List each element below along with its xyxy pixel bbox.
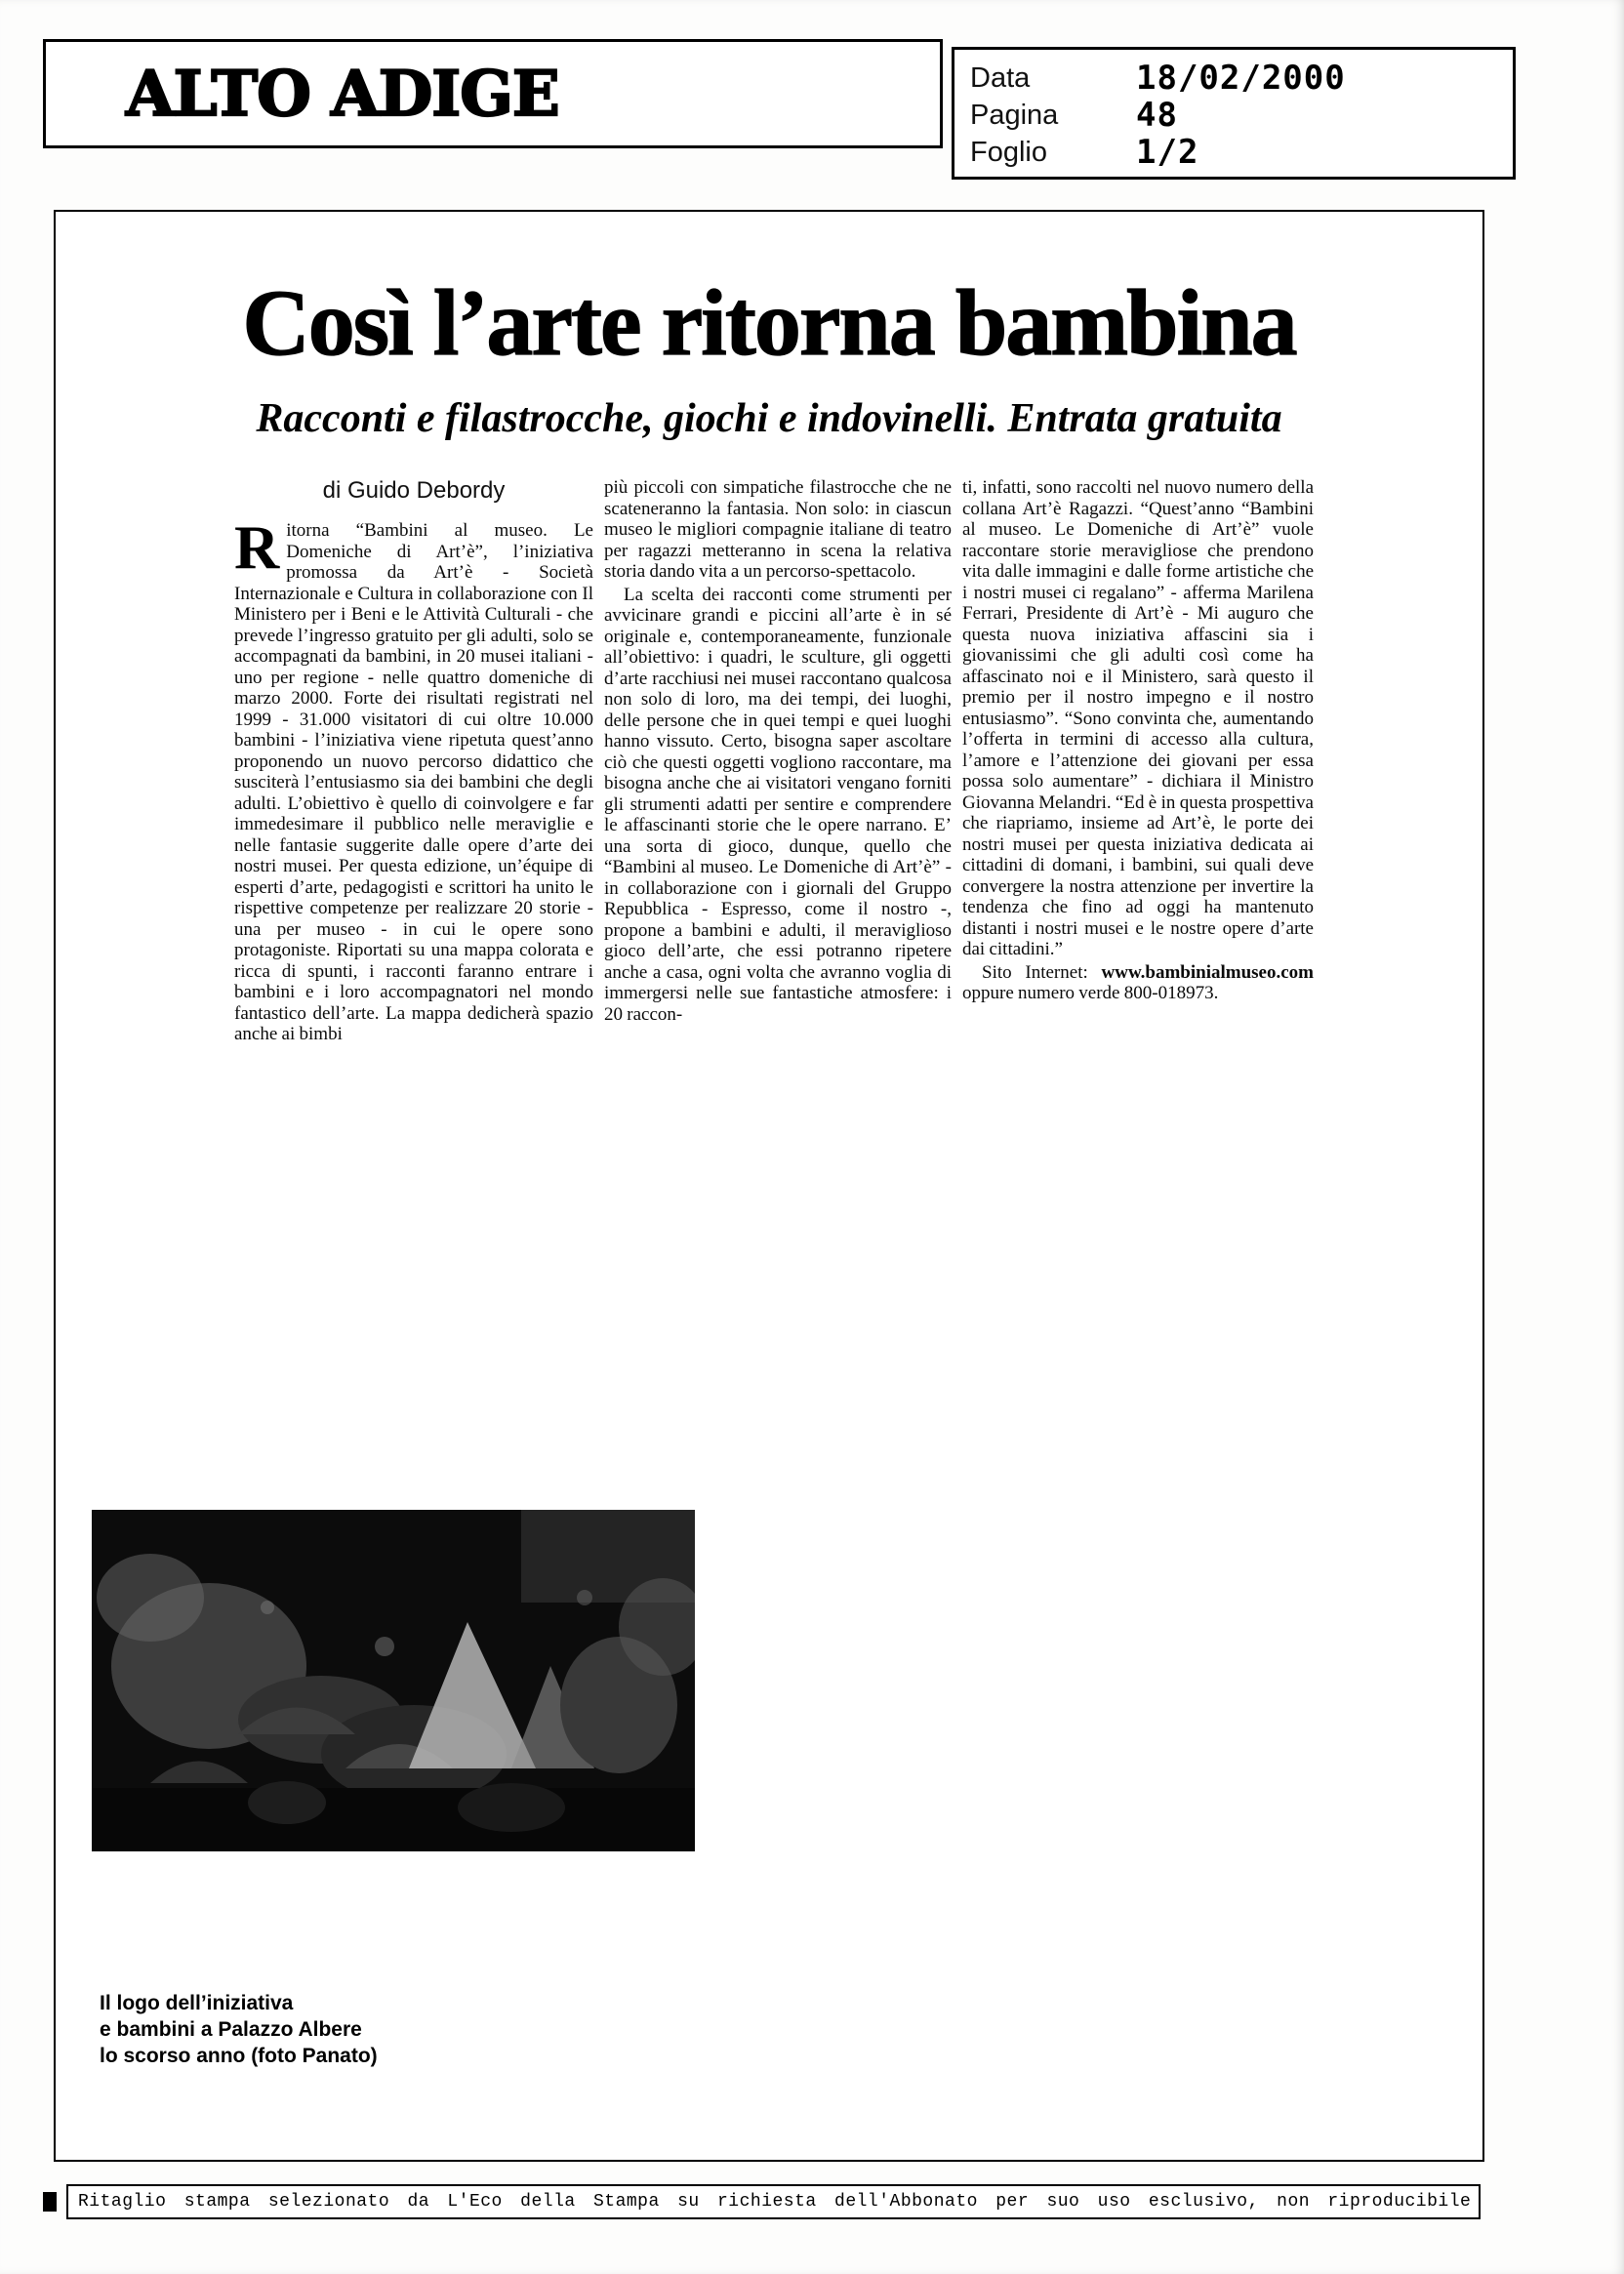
clipping-meta-box	[952, 47, 1516, 180]
caption-line: Il logo dell’iniziativa	[100, 1992, 294, 2014]
scan-artifact-mark	[43, 2192, 57, 2212]
article-column-2	[604, 477, 952, 1045]
meta-value-pagina: 48	[1136, 96, 1178, 135]
paragraph-website	[962, 962, 1314, 1004]
masthead-box	[43, 39, 943, 148]
paragraph-text: itorna “Bambini al museo. Le Domeniche di Art’è”, l’iniziativa promossa da Art’è - Società Internazionale e Cultura in collaborazione con Il Ministero per i Beni e le Attività Culturali - che prevede l’ingresso gratuito per gli adulti, solo se accompagnati da bambini, in 20 musei italiani - uno per regione - nelle quattro domeniche di marzo 2000. Forte dei risultati registrati nel 1999 - 31.000 visitatori di cui oltre 10.000 bambini - l’iniziativa viene ripetuta quest’anno proponendo un nuovo percorso didattico che susciterà l’entusiasmo sia dei bambini che degli adulti. L’obiettivo è quello di coinvolgere e far immedesimare il pubblico nelle meraviglie e nelle fantasie suggerite dalle opere d’arte dei nostri musei. Per questa edizione, un’équipe di esperti d’arte, pedagogisti e scrittori ha unito le rispettive competenze per realizzare 20 storie - una per museo - in cui le opere sono protagoniste. Riportati su una mappa colorata e ricca di spunti, i racconti faranno entrare i bambini e i loro accompagnatori nel mondo fantastico dell’arte. La mappa dedicherà spazio anche ai bimbi	[234, 520, 593, 1044]
article-body	[234, 477, 1314, 1045]
website-suffix: oppure numero verde 800-018973.	[962, 983, 1219, 1003]
clipping-service-strip	[66, 2184, 1481, 2219]
article-column-1	[234, 477, 593, 1045]
meta-label-foglio: Foglio	[970, 137, 1047, 168]
byline: di Guido Debordy	[322, 477, 506, 504]
drop-cap: R	[234, 512, 280, 582]
clipping-service-text: Ritaglio stampa selezionato da L'Eco della Stampa su richiesta dell'Abbonato per suo uso esclusivo, non riproducibile	[78, 2192, 1472, 2212]
article-frame	[54, 210, 1484, 2162]
photo-children-event	[92, 1510, 695, 1851]
caption-line: e bambini a Palazzo Albere	[100, 2018, 362, 2041]
article-column-3	[962, 477, 1314, 1045]
meta-value-data: 18/02/2000	[1136, 59, 1346, 98]
website-url: www.bambinialmuseo.com	[1101, 961, 1314, 983]
paragraph: La scelta dei racconti come strumenti per avvicinare grandi e piccini all’arte è in sé originale e, contemporaneamente, funzionale all’obiettivo: i quadri, le sculture, gli oggetti d’arte racchiusi nei musei raccontano qualcosa non solo di loro, ma dei tempi, dei luoghi, delle persone che in quei tempi e quei luoghi hanno vissuto. Certo, bisogna saper ascoltare ciò che questi oggetti vogliono raccontare, ma bisogna anche che ai visitatori vengano forniti gli strumenti adatti per sentire e comprendere le affascinanti storie che le opere narrano. E’ una sorta di gioco, dunque, quello che “Bambini al museo. Le Domeniche di Art’è” - in collaborazione con i giornali del Gruppo Repubblica - Espresso, come il nostro -, propone a bambini e adulti, il meraviglioso gioco dell’arte, che essi potranno ripetere anche a casa, ogni volta che avranno voglia di immergersi nelle sue fantastiche atmosfere: i 20 raccon-	[604, 584, 952, 1025]
paragraph: ti, infatti, sono raccolti nel nuovo numero della collana Art’è Ragazzi. “Quest’anno “Bambini al museo. Le Domeniche di Art’è” vuole raccontare storie meravigliose che prendono vita dalle immagini e dalle forme artistiche che i nostri musei ci regalano” - afferma Marilena Ferrari, Presidente di Art’è - Mi auguro che questa nuova iniziativa affascini sia i giovanissimi che gli adulti così come ha affascinato noi e il Ministero, sarà questo il premio per il nostro impegno e il nostro entusiasmo”. “Sono convinta che, aumentando l’offerta in termini di accesso alla cultura, l’amore e l’attenzione dei giovani per essa possa solo aumentare” - dichiara il Ministro Giovanna Melandri. “Ed è in questa prospettiva che riapriamo, insieme ad Art’è, le porte dei nostri musei per questa iniziativa dedicata ai cittadini di domani, i bambini, sui quali deve convergere la nostra attenzione per invertire la tendenza che fino ad oggi ha mantenuto distanti i nostri musei e le nostre opere d’arte dai cittadini.”	[962, 477, 1314, 959]
photo-image	[92, 1510, 695, 1851]
meta-label-data: Data	[970, 62, 1031, 94]
photo-caption	[100, 1990, 378, 2069]
caption-line: lo scorso anno (foto Panato)	[100, 2045, 378, 2067]
newspaper-logo: ALTO ADIGE	[126, 57, 559, 131]
meta-value-foglio: 1/2	[1136, 133, 1199, 172]
subhead: Racconti e filastrocche, giochi e indovinelli. Entrata gratuita	[256, 396, 1282, 441]
website-prefix: Sito Internet:	[982, 961, 1102, 983]
paragraph	[234, 512, 593, 1045]
meta-label-pagina: Pagina	[970, 100, 1059, 131]
headline: Così l’arte ritorna bambina	[242, 270, 1296, 375]
paragraph: più piccoli con simpatiche filastrocche che ne scateneranno la fantasia. Non solo: in ciascun museo le migliori compagnie italiane di teatro per ragazzi metteranno in scena la relativa storia dando vita a un percorso-spettacolo.	[604, 477, 952, 582]
